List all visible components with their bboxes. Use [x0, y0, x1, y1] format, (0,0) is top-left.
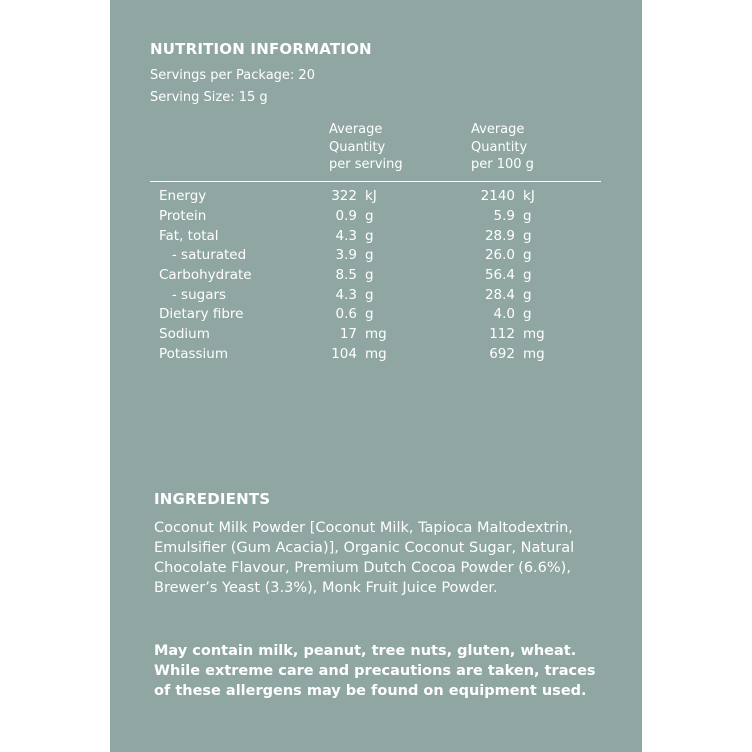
serving-unit: mg [365, 326, 387, 342]
per100-value: 26.0 [484, 247, 515, 263]
serving-value: 4.3 [335, 287, 357, 303]
nutrient-name: - sugars [159, 287, 227, 303]
table-row [110, 287, 642, 307]
table-row [110, 346, 642, 366]
serving-unit: g [365, 228, 374, 244]
table-row [110, 267, 642, 287]
serving-unit: g [365, 267, 374, 283]
per100-value: 112 [489, 326, 515, 342]
serving-value: 8.5 [335, 267, 357, 283]
nutrition-title: NUTRITION INFORMATION [150, 40, 372, 58]
serving-unit: g [365, 247, 374, 263]
per100-value: 28.9 [484, 228, 515, 244]
per100-unit: g [523, 247, 532, 263]
nutrient-name: Energy [159, 188, 207, 204]
table-row [110, 188, 642, 208]
table-row [110, 326, 642, 346]
serving-value: 104 [331, 346, 357, 362]
per100-unit: g [523, 306, 532, 322]
allergen-warning: May contain milk, peanut, tree nuts, gluten, wheat. While extreme care and precautions are taken, traces of these allergens may be found on equipment used. [154, 643, 596, 699]
table-row [110, 208, 642, 228]
ingredients-title: INGREDIENTS [154, 490, 271, 508]
serving-unit: g [365, 208, 374, 224]
serving-size: Serving Size: 15 g [150, 90, 268, 105]
serving-value: 17 [339, 326, 357, 342]
per100-unit: mg [523, 326, 545, 342]
serving-unit: mg [365, 346, 387, 362]
nutrient-name: Fat, total [159, 228, 219, 244]
nutrient-name: Sodium [159, 326, 210, 342]
table-row [110, 247, 642, 267]
per100-value: 4.0 [493, 306, 515, 322]
serving-unit: g [365, 287, 374, 303]
per100-unit: g [523, 208, 532, 224]
serving-value: 4.3 [335, 228, 357, 244]
per100-value: 56.4 [484, 267, 515, 283]
per100-unit: kJ [523, 188, 535, 204]
serving-value: 0.6 [335, 306, 357, 322]
per100-unit: g [523, 267, 532, 283]
per100-value: 5.9 [493, 208, 515, 224]
serving-unit: kJ [365, 188, 377, 204]
nutrient-name: Dietary fibre [159, 306, 244, 322]
nutrient-name: Potassium [159, 346, 229, 362]
per100-unit: g [523, 287, 532, 303]
table-row [110, 228, 642, 248]
label-panel [110, 0, 642, 752]
per100-value: 2140 [480, 188, 515, 204]
column-header-per-serving: Average Quantity per serving [329, 122, 403, 172]
nutrient-name: Carbohydrate [159, 267, 252, 283]
per100-value: 692 [489, 346, 515, 362]
per100-unit: mg [523, 346, 545, 362]
servings-per-package: Servings per Package: 20 [150, 68, 315, 83]
per100-value: 28.4 [484, 287, 515, 303]
serving-unit: g [365, 306, 374, 322]
column-header-per-100g: Average Quantity per 100 g [471, 122, 534, 172]
table-row [110, 306, 642, 326]
nutrient-name: - saturated [159, 247, 247, 263]
per100-unit: g [523, 228, 532, 244]
table-divider [150, 181, 601, 182]
ingredients-text: Coconut Milk Powder [Coconut Milk, Tapioca Maltodextrin, Emulsifier (Gum Acacia)], Organic Coconut Sugar, Natural Chocolate Flavour, Premium Dutch Cocoa Powder (6.6%), Brewer’s Yeast (3.3%), Monk Fruit Juice Powder. [154, 520, 575, 596]
serving-value: 3.9 [335, 247, 357, 263]
serving-value: 0.9 [335, 208, 357, 224]
nutrient-name: Protein [159, 208, 207, 224]
serving-value: 322 [331, 188, 357, 204]
